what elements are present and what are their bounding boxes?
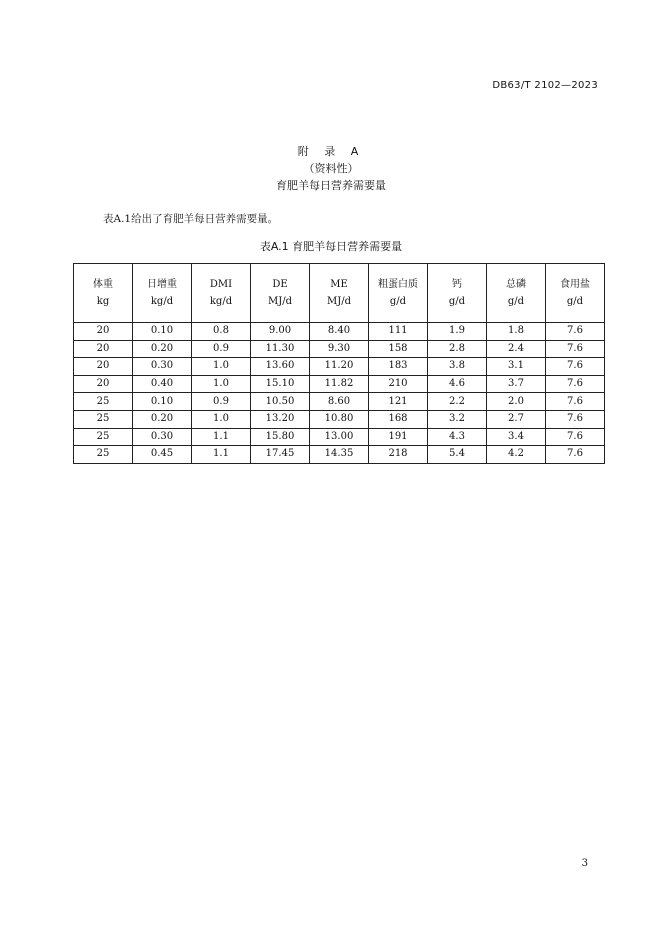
page-number: 3: [581, 858, 588, 869]
header-me: [310, 264, 369, 323]
table-cell: 1.1: [192, 446, 251, 464]
table-cell: 218: [369, 446, 428, 464]
table-cell: 0.40: [133, 375, 192, 393]
header-total-phosphorus: [487, 264, 546, 323]
table-cell: 3.2: [428, 410, 487, 428]
table-cell: 168: [369, 410, 428, 428]
table-cell: 1.0: [192, 410, 251, 428]
table-row: [74, 410, 605, 428]
table-cell: 0.10: [133, 323, 192, 341]
appendix-name: 育肥羊每日营养需要量: [276, 179, 386, 192]
header-name: 粗蛋白质: [378, 279, 418, 290]
header-unit: g/d: [389, 296, 407, 307]
table-cell: 15.10: [251, 375, 310, 393]
table-cell: 191: [369, 428, 428, 446]
header-name: DE: [272, 279, 288, 290]
table-row: [74, 340, 605, 358]
table-cell: 17.45: [251, 446, 310, 464]
nutrition-table: [73, 263, 605, 464]
table-cell: 4.6: [428, 375, 487, 393]
header-name: 日增重: [147, 279, 177, 290]
header-dmi: [192, 264, 251, 323]
table-cell: 20: [74, 375, 133, 393]
table-cell: 8.40: [310, 323, 369, 341]
table-cell: 183: [369, 358, 428, 376]
table-cell: 1.8: [487, 323, 546, 341]
table-cell: 1.0: [192, 358, 251, 376]
table-cell: 0.9: [192, 393, 251, 411]
table-cell: 2.2: [428, 393, 487, 411]
header-crude-protein: [369, 264, 428, 323]
table-cell: 20: [74, 340, 133, 358]
table-cell: 4.2: [487, 446, 546, 464]
header-name: 体重: [93, 279, 113, 290]
table-cell: 0.30: [133, 358, 192, 376]
table-cell: 0.8: [192, 323, 251, 341]
header-unit: g/d: [448, 296, 466, 307]
header-unit: kg: [96, 296, 110, 307]
appendix-nature: （资料性）: [303, 162, 359, 175]
table-cell: 3.1: [487, 358, 546, 376]
header-name: 食用盐: [560, 279, 590, 290]
table-cell: 14.35: [310, 446, 369, 464]
table-cell: 1.0: [192, 375, 251, 393]
header-unit: g/d: [507, 296, 525, 307]
header-name: 钙: [452, 279, 462, 290]
table-header-row: [74, 264, 605, 323]
header-name: ME: [330, 279, 348, 290]
table-cell: 3.8: [428, 358, 487, 376]
header-daily-gain: [133, 264, 192, 323]
table-cell: 2.0: [487, 393, 546, 411]
table-cell: 9.00: [251, 323, 310, 341]
table-cell: 20: [74, 358, 133, 376]
table-cell: 111: [369, 323, 428, 341]
intro-text: 表A.1给出了育肥羊每日营养需要量。: [103, 213, 279, 225]
table-cell: 1.9: [428, 323, 487, 341]
table-cell: 25: [74, 446, 133, 464]
table-cell: 7.6: [546, 410, 605, 428]
table-cell: 3.7: [487, 375, 546, 393]
table-cell: 0.45: [133, 446, 192, 464]
header-unit: g/d: [566, 296, 584, 307]
header-calcium: [428, 264, 487, 323]
table-cell: 7.6: [546, 323, 605, 341]
table-cell: 4.3: [428, 428, 487, 446]
header-name: 总磷: [506, 279, 526, 290]
table-cell: 158: [369, 340, 428, 358]
table-cell: 0.20: [133, 340, 192, 358]
table-row: [74, 358, 605, 376]
appendix-title: 附 录 A: [297, 145, 365, 158]
table-cell: 25: [74, 410, 133, 428]
table-cell: 7.6: [546, 393, 605, 411]
header-unit: kg/d: [150, 296, 174, 307]
table-cell: 13.00: [310, 428, 369, 446]
table-cell: 8.60: [310, 393, 369, 411]
table-cell: 121: [369, 393, 428, 411]
table-cell: 7.6: [546, 358, 605, 376]
table-cell: 2.8: [428, 340, 487, 358]
table-cell: 3.4: [487, 428, 546, 446]
table-row: [74, 446, 605, 464]
table-cell: 7.6: [546, 446, 605, 464]
appendix-heading: [0, 143, 662, 194]
table-cell: 10.80: [310, 410, 369, 428]
table-cell: 7.6: [546, 428, 605, 446]
header-de: [251, 264, 310, 323]
table-row: [74, 323, 605, 341]
table-cell: 2.7: [487, 410, 546, 428]
table-cell: 0.30: [133, 428, 192, 446]
header-unit: MJ/d: [267, 296, 293, 307]
header-name: DMI: [209, 279, 233, 290]
header-unit: MJ/d: [326, 296, 352, 307]
header-salt: [546, 264, 605, 323]
table-row: [74, 375, 605, 393]
table-row: [74, 428, 605, 446]
table-cell: 11.20: [310, 358, 369, 376]
table-cell: 0.10: [133, 393, 192, 411]
table-cell: 7.6: [546, 375, 605, 393]
table-cell: 11.30: [251, 340, 310, 358]
header-body-weight: [74, 264, 133, 323]
table-cell: 7.6: [546, 340, 605, 358]
table-cell: 25: [74, 393, 133, 411]
table-cell: 2.4: [487, 340, 546, 358]
document-code: DB63/T 2102—2023: [492, 80, 598, 91]
table-cell: 1.1: [192, 428, 251, 446]
table-row: [74, 393, 605, 411]
table-cell: 15.80: [251, 428, 310, 446]
table-cell: 5.4: [428, 446, 487, 464]
table-cell: 25: [74, 428, 133, 446]
table-cell: 210: [369, 375, 428, 393]
table-cell: 13.60: [251, 358, 310, 376]
table-cell: 20: [74, 323, 133, 341]
header-unit: kg/d: [209, 296, 233, 307]
table-cell: 10.50: [251, 393, 310, 411]
table-caption: 表A.1 育肥羊每日营养需要量: [259, 240, 403, 253]
table-cell: 9.30: [310, 340, 369, 358]
table-cell: 0.9: [192, 340, 251, 358]
table-cell: 13.20: [251, 410, 310, 428]
table-cell: 11.82: [310, 375, 369, 393]
table-cell: 0.20: [133, 410, 192, 428]
